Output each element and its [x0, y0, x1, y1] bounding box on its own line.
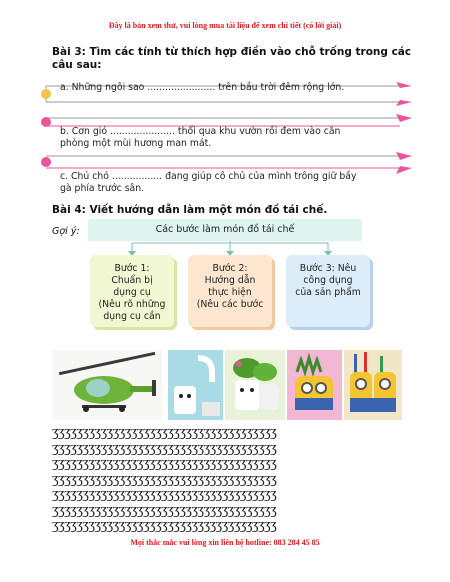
recycled-bottle-faucet-photo	[168, 350, 223, 420]
step-2-box	[188, 255, 272, 327]
grid-row: ӡӡӡӡӡӡӡӡӡӡӡӡӡӡӡӡӡӡӡӡӡӡӡӡӡӡӡӡӡӡӡӡӡӡӡӡӡ	[52, 425, 277, 440]
grid-row: ӡӡӡӡӡӡӡӡӡӡӡӡӡӡӡӡӡӡӡӡӡӡӡӡӡӡӡӡӡӡӡӡӡӡӡӡӡ	[52, 470, 277, 487]
flow-title-box: Các bước làm món đồ tái chế	[88, 219, 362, 241]
grid-row: ӡӡӡӡӡӡӡӡӡӡӡӡӡӡӡӡӡӡӡӡӡӡӡӡӡӡӡӡӡӡӡӡӡӡӡӡӡ	[52, 439, 277, 456]
recycled-bottle-planter-photo	[225, 350, 285, 420]
preview-banner: Đây là bản xem thử, vui lòng mua tài liệu để xem chi tiết (có lời giải)	[108, 21, 342, 30]
grid-row: ӡӡӡӡӡӡӡӡӡӡӡӡӡӡӡӡӡӡӡӡӡӡӡӡӡӡӡӡӡӡӡӡӡӡӡӡӡ	[52, 517, 277, 533]
step-line: công dụng	[303, 275, 353, 286]
step-line: thực hiện	[208, 287, 252, 298]
grid-row: ӡӡӡӡӡӡӡӡӡӡӡӡӡӡӡӡӡӡӡӡӡӡӡӡӡӡӡӡӡӡӡӡӡӡӡӡӡ	[52, 486, 277, 502]
exercise-3-item-b	[60, 126, 400, 150]
step-line: dụng cụ	[113, 287, 151, 298]
step-line: Bước 1:	[114, 263, 150, 274]
item-line: gà phía trước sân.	[60, 183, 145, 194]
step-line: Hướng dẫn	[204, 275, 256, 286]
hotline-banner: Mọi thắc mắc vui lòng xin liên hệ hotline: 083 284 45 85	[130, 538, 320, 547]
step-line: Bước 2:	[212, 263, 248, 274]
exercise-3-title: Bài 3: Tìm các tính từ thích hợp điền vào chỗ trống trong các câu sau:	[52, 46, 412, 71]
step-1-box	[90, 255, 174, 327]
step-line: của sản phẩm	[295, 287, 361, 298]
handwriting-practice-grid	[52, 425, 412, 534]
recycled-bottle-helicopter-photo	[52, 350, 162, 420]
exercise-3-item-c	[60, 171, 400, 195]
grid-row: ӡӡӡӡӡӡӡӡӡӡӡӡӡӡӡӡӡӡӡӡӡӡӡӡӡӡӡӡӡӡӡӡӡӡӡӡӡ	[52, 455, 277, 471]
item-line: b. Cơn gió ...................... thổi qua khu vườn rồi đem vào căn	[60, 126, 341, 137]
item-line: c. Chú chó ................. đang giúp cô chủ của mình trông giữ bầy	[60, 171, 357, 182]
hint-label: Gợi ý:	[52, 226, 80, 237]
step-3-box	[286, 255, 370, 327]
step-line: (Nêu các bước	[196, 299, 264, 310]
minion-planter-photo	[287, 350, 342, 420]
step-line: Bước 3: Nêu	[299, 263, 357, 274]
minion-pen-holder-photo	[344, 350, 402, 420]
item-line: phòng một mùi hương man mát.	[60, 138, 212, 149]
step-line: dụng cụ cần	[103, 311, 161, 322]
exercise-4-title: Bài 4: Viết hướng dẫn làm một món đồ tái chế.	[52, 204, 328, 216]
exercise-3-item-a	[60, 82, 400, 94]
item-line: a. Những ngôi sao ....................... trên bầu trời đêm rộng lớn.	[60, 82, 345, 93]
grid-row: ӡӡӡӡӡӡӡӡӡӡӡӡӡӡӡӡӡӡӡӡӡӡӡӡӡӡӡӡӡӡӡӡӡӡӡӡӡ	[52, 501, 277, 518]
step-line: (Nêu rõ những	[98, 299, 166, 310]
step-line: Chuẩn bị	[111, 275, 153, 286]
